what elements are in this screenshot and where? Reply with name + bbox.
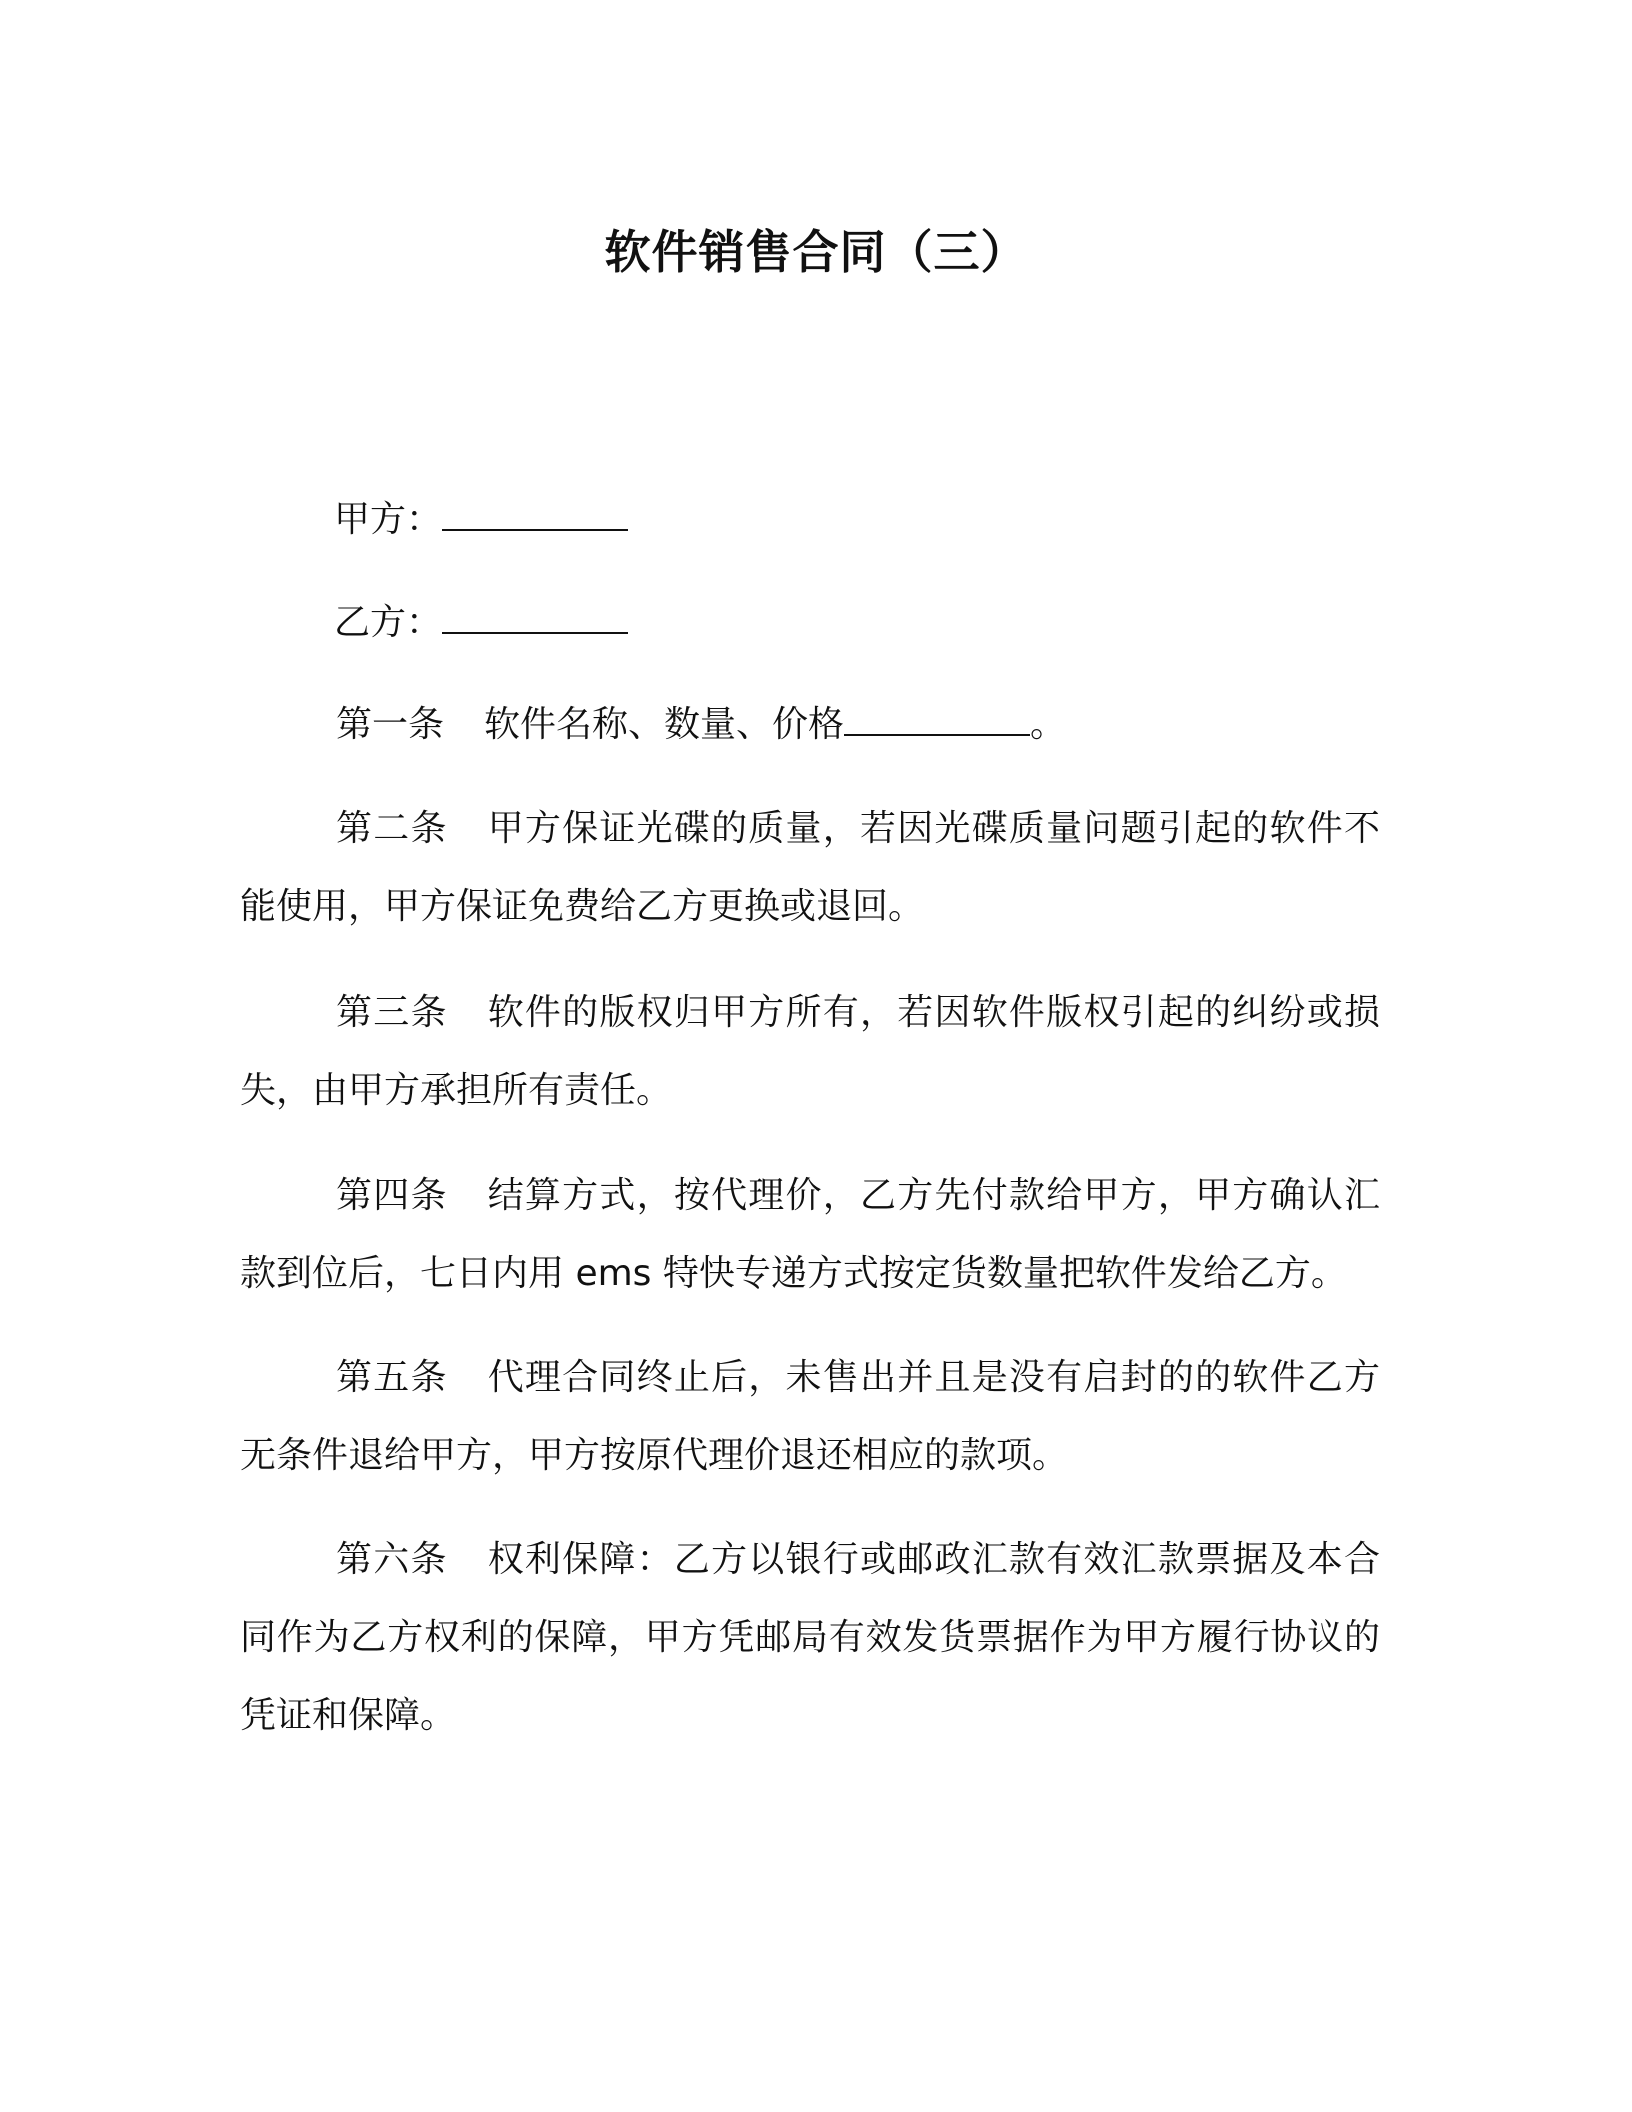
party-a-line	[334, 490, 628, 550]
party-a-label: 甲方：	[334, 499, 443, 540]
party-b-blank	[442, 594, 628, 634]
article-4	[240, 1157, 1380, 1313]
article-5	[240, 1339, 1380, 1495]
article-text: 权利保障：乙方以银行或邮政汇款有效汇款票据及本合同作为乙方权利的保障，甲方凭邮局有效发货票据作为甲方履行协议的凭证和保障。	[240, 1539, 1380, 1736]
article-text: 代理合同终止后，未售出并且是没有启封的的软件乙方无条件退给甲方，甲方按原代理价退还相应的款项。	[240, 1357, 1380, 1476]
article-number: 第三条	[336, 992, 448, 1033]
article-text: 软件名称、数量、价格	[484, 704, 845, 745]
price-blank	[844, 700, 1030, 736]
article-3	[240, 974, 1380, 1130]
document-title: 软件销售合同（三）	[604, 225, 1028, 279]
article-text: 软件的版权归甲方所有，若因软件版权引起的纠纷或损失，由甲方承担所有责任。	[240, 992, 1380, 1111]
article-1	[240, 686, 1380, 764]
article-6	[240, 1521, 1380, 1755]
article-number: 第六条	[336, 1539, 448, 1580]
article-2	[240, 790, 1380, 946]
article-suffix: 。	[1030, 704, 1067, 745]
article-number: 第一条	[336, 704, 445, 745]
article-text: 甲方保证光碟的质量，若因光碟质量问题引起的软件不能使用，甲方保证免费给乙方更换或退回。	[240, 808, 1380, 927]
party-b-line	[334, 593, 628, 653]
party-b-label: 乙方：	[334, 602, 443, 643]
article-number: 第五条	[336, 1357, 448, 1398]
article-number: 第二条	[336, 808, 448, 849]
party-a-blank	[442, 491, 628, 531]
article-text: 结算方式，按代理价，乙方先付款给甲方，甲方确认汇款到位后，七日内用 ems 特快专递方式按定货数量把软件发给乙方。	[240, 1175, 1380, 1294]
article-number: 第四条	[336, 1175, 448, 1216]
